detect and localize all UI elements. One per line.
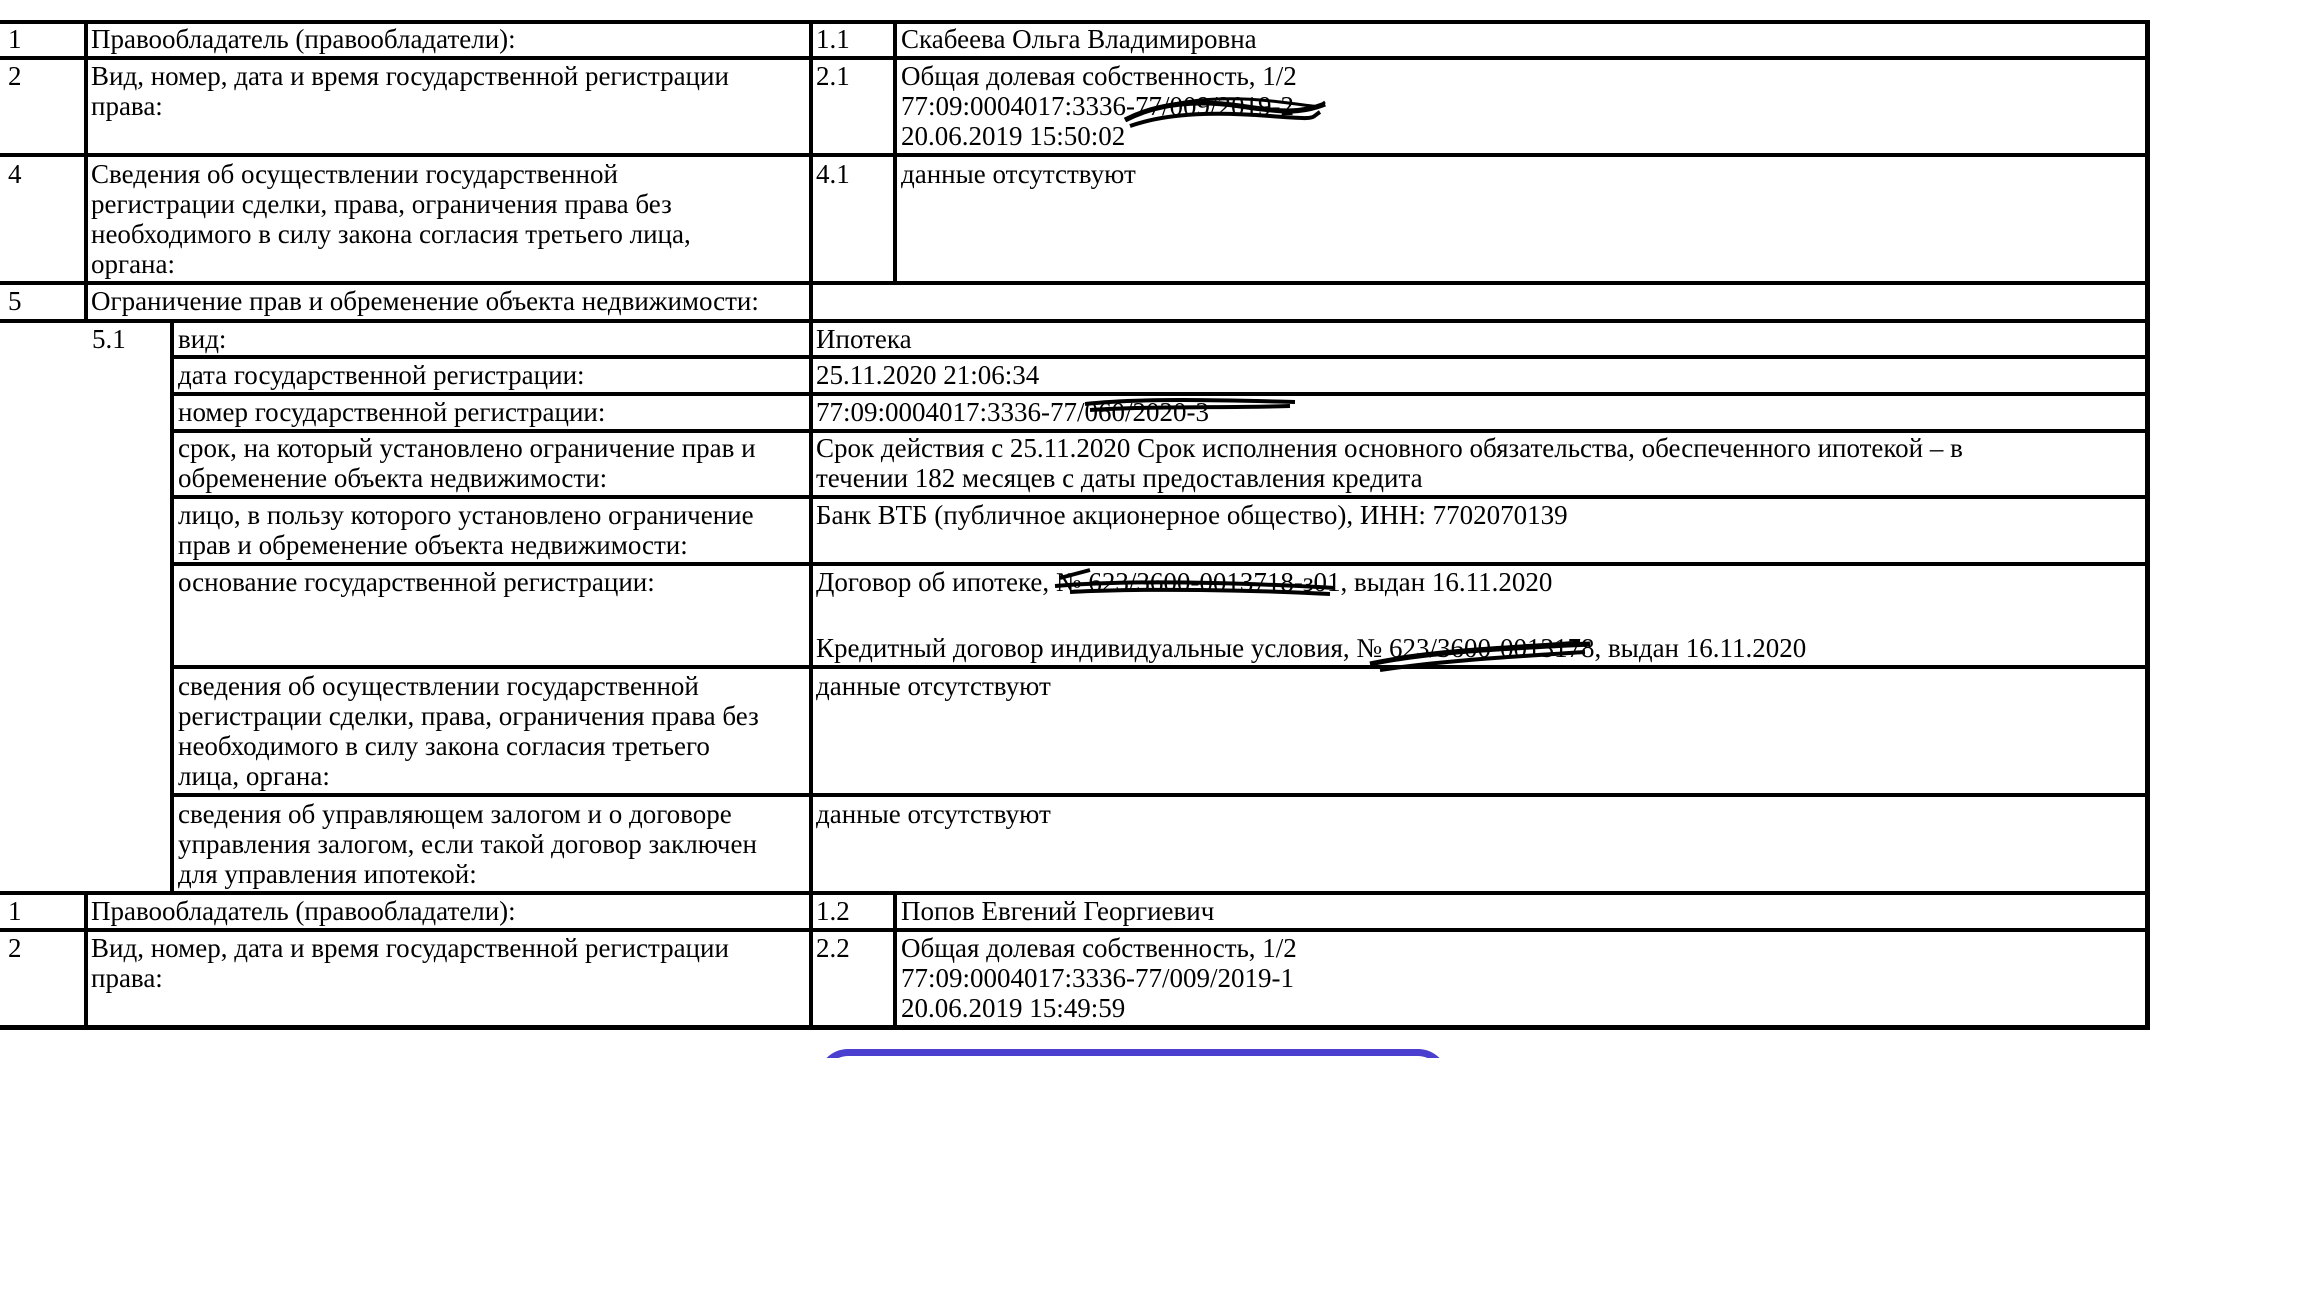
- enc-value: течении 182 месяцев с даты предоставления кредита: [816, 463, 1423, 493]
- enc-value: Банк ВТБ (публичное акционерное общество), ИНН: 7702070139: [816, 500, 1568, 530]
- col-num-divider-c: [84, 891, 88, 1030]
- value-line: Общая долевая собственность, 1/2: [901, 933, 1297, 963]
- enc-value: данные отсутствуют: [816, 799, 1051, 829]
- value-line: Общая долевая собственность, 1/2: [901, 61, 1297, 91]
- col-num-divider-a: [84, 20, 88, 285]
- owner-name: Скабеева Ольга Владимировна: [901, 24, 1257, 54]
- enc-label: лицо, в пользу которого установлено ограничение: [178, 500, 754, 530]
- row-label-line: права:: [91, 963, 163, 993]
- col-label-divider-b: [809, 281, 813, 895]
- col-subnum-divider-b: [893, 891, 897, 1030]
- row-num: 4: [8, 159, 22, 189]
- row-num: 1: [8, 24, 22, 54]
- row-label-line: Сведения об осуществлении государственной: [91, 159, 618, 189]
- enc-value: Срок действия с 25.11.2020 Срок исполнения основного обязательства, обеспеченного ипотекой – в: [816, 433, 1963, 463]
- row-subnum: 2.1: [816, 61, 850, 91]
- rule-enc-bottom: [0, 891, 2150, 895]
- rule-row2-bottom: [0, 153, 2150, 157]
- row-subnum: 2.2: [816, 933, 850, 963]
- enc-label: управления залогом, если такой договор заключен: [178, 829, 757, 859]
- rule-row5-bottom: [0, 319, 2150, 323]
- row-subnum: 4.1: [816, 159, 850, 189]
- table-border-bottom: [0, 1025, 2150, 1030]
- value-line: данные отсутствуют: [901, 159, 1136, 189]
- row-subnum: 1.2: [816, 896, 850, 926]
- enc-label: регистрации сделки, права, ограничения права без: [178, 701, 759, 731]
- row-num: 2: [8, 933, 22, 963]
- col-sub-divider: [170, 319, 174, 895]
- row-subnum: 1.1: [816, 24, 850, 54]
- row-label-line: необходимого в силу закона согласия третьего лица,: [91, 219, 691, 249]
- enc-label: номер государственной регистрации:: [178, 397, 606, 427]
- value-line: 77:09:0004017:3336-77/009/2019-2: [901, 91, 1294, 121]
- enc-subnum: 5.1: [92, 324, 126, 354]
- rule-enc-7: [170, 793, 2150, 797]
- rule-enc-6: [170, 665, 2150, 669]
- row-label-line: Вид, номер, дата и время государственной регистрации: [91, 61, 729, 91]
- rule-row4-bottom: [0, 281, 2150, 285]
- table-border-right: [2145, 20, 2150, 1030]
- enc-label: прав и обременение объекта недвижимости:: [178, 530, 688, 560]
- rule-row1-bottom: [0, 56, 2150, 60]
- enc-label: вид:: [178, 324, 227, 354]
- enc-label: лица, органа:: [178, 761, 330, 791]
- col-num-divider-b: [84, 281, 88, 323]
- owner-name: Попов Евгений Георгиевич: [901, 896, 1215, 926]
- row-num: 2: [8, 61, 22, 91]
- col-subnum-divider-a: [893, 20, 897, 285]
- enc-label: срок, на который установлено ограничение прав и: [178, 433, 756, 463]
- col-label-divider-a: [809, 20, 813, 285]
- row-label-line: права:: [91, 91, 163, 121]
- row-label: Ограничение прав и обременение объекта недвижимости:: [91, 286, 759, 316]
- row-num: 5: [8, 286, 22, 316]
- rule-enc-4: [170, 495, 2150, 499]
- enc-label: для управления ипотекой:: [178, 859, 477, 889]
- enc-value: Ипотека: [816, 324, 912, 354]
- row-num: 1: [8, 896, 22, 926]
- row-label: Правообладатель (правообладатели):: [91, 24, 516, 54]
- row-label-line: Вид, номер, дата и время государственной регистрации: [91, 933, 729, 963]
- enc-label: основание государственной регистрации:: [178, 567, 655, 597]
- rule-row1b-bottom: [0, 928, 2150, 932]
- col-label-divider-c: [809, 891, 813, 1030]
- enc-label: сведения об осуществлении государственной: [178, 671, 699, 701]
- enc-label: обременение объекта недвижимости:: [178, 463, 608, 493]
- enc-value: 77:09:0004017:3336-77/060/2020-3: [816, 397, 1209, 427]
- enc-value: Кредитный договор индивидуальные условия, № 623/3600-0013178, выдан 16.11.2020: [816, 633, 1807, 663]
- enc-label: сведения об управляющем залогом и о договоре: [178, 799, 732, 829]
- row-label-line: регистрации сделки, права, ограничения права без: [91, 189, 672, 219]
- row-label: Правообладатель (правообладатели):: [91, 896, 516, 926]
- value-line: 77:09:0004017:3336-77/009/2019-1: [901, 963, 1294, 993]
- enc-label: дата государственной регистрации:: [178, 360, 585, 390]
- rule-enc-1: [170, 355, 2150, 359]
- page-cut-mask: [800, 1058, 1480, 1098]
- value-line: 20.06.2019 15:50:02: [901, 121, 1126, 151]
- rule-enc-2: [170, 392, 2150, 396]
- enc-label: необходимого в силу закона согласия третьего: [178, 731, 710, 761]
- enc-value: Договор об ипотеке, № 623/3600-0013718-з01, выдан 16.11.2020: [816, 567, 1553, 597]
- row-label-line: органа:: [91, 249, 175, 279]
- enc-value: 25.11.2020 21:06:34: [816, 360, 1040, 390]
- enc-value: данные отсутствуют: [816, 671, 1051, 701]
- value-line: 20.06.2019 15:49:59: [901, 993, 1126, 1023]
- rule-enc-5: [170, 562, 2150, 566]
